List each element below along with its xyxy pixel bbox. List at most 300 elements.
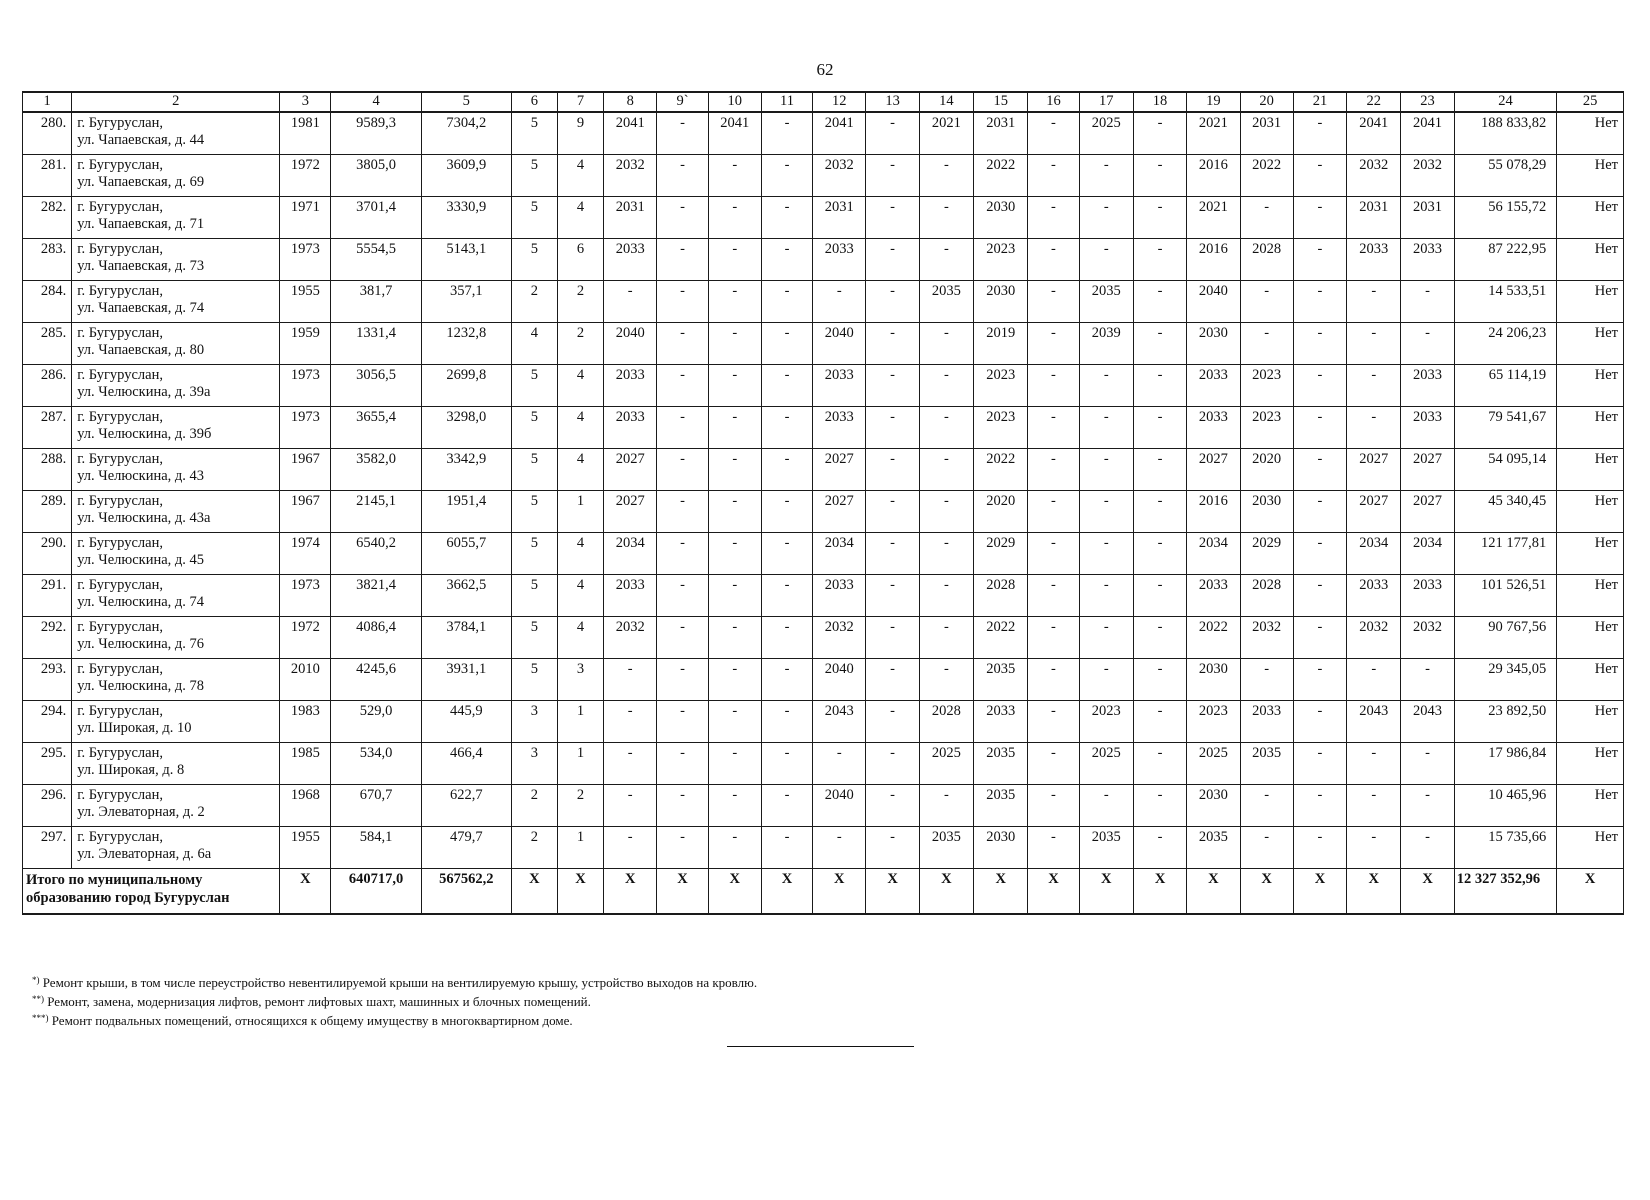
table-cell: - xyxy=(1079,238,1133,280)
address-cell xyxy=(72,196,280,238)
table-cell: - xyxy=(604,700,657,742)
table-cell: - xyxy=(657,154,708,196)
table-cell: 3662,5 xyxy=(421,574,511,616)
table-cell: 188 833,82 xyxy=(1454,112,1556,154)
footnote-mark: *) xyxy=(32,975,40,985)
address-city: г. Бугуруслан, xyxy=(77,282,163,299)
table-cell: 3582,0 xyxy=(331,448,421,490)
table-cell: 1972 xyxy=(280,616,331,658)
table-cell: 6055,7 xyxy=(421,532,511,574)
table-cell: 357,1 xyxy=(421,280,511,322)
table-cell: 2041 xyxy=(1347,112,1401,154)
address-cell xyxy=(72,112,280,154)
table-cell: - xyxy=(1133,322,1186,364)
table-cell: 2032 xyxy=(1347,616,1401,658)
table-cell: - xyxy=(657,616,708,658)
row-number: 292. xyxy=(23,616,72,658)
table-cell: - xyxy=(919,364,973,406)
row-number: 288. xyxy=(23,448,72,490)
column-header: 1 xyxy=(23,92,72,112)
table-cell: - xyxy=(1401,658,1454,700)
table-cell: - xyxy=(866,700,919,742)
table-cell: - xyxy=(919,196,973,238)
address-cell xyxy=(72,742,280,784)
table-cell: - xyxy=(761,238,812,280)
table-cell: 65 114,19 xyxy=(1454,364,1556,406)
table-cell: 381,7 xyxy=(331,280,421,322)
table-cell: - xyxy=(866,364,919,406)
table-cell: 14 533,51 xyxy=(1454,280,1556,322)
table-cell: - xyxy=(657,784,708,826)
table-cell: - xyxy=(708,196,761,238)
table-cell: - xyxy=(657,658,708,700)
table-cell: 2027 xyxy=(1347,448,1401,490)
table-cell: - xyxy=(1079,532,1133,574)
table-cell: 5 xyxy=(511,196,557,238)
table-cell: - xyxy=(1293,784,1346,826)
table-row xyxy=(23,112,1624,154)
table-cell: 56 155,72 xyxy=(1454,196,1556,238)
table-cell: 2040 xyxy=(604,322,657,364)
table-cell: - xyxy=(919,322,973,364)
table-cell: 5554,5 xyxy=(331,238,421,280)
table-cell: - xyxy=(657,364,708,406)
table-cell: 5 xyxy=(511,364,557,406)
total-cell: Х xyxy=(866,868,919,914)
table-cell: - xyxy=(866,742,919,784)
table-cell: 2030 xyxy=(974,196,1028,238)
total-cell: Х xyxy=(1133,868,1186,914)
table-cell: 479,7 xyxy=(421,826,511,868)
footnote xyxy=(32,991,757,1010)
table-cell: 5 xyxy=(511,448,557,490)
table-cell: - xyxy=(1079,154,1133,196)
table-cell: 2032 xyxy=(604,616,657,658)
table-cell: 2039 xyxy=(1079,322,1133,364)
table-cell: 466,4 xyxy=(421,742,511,784)
address-city: г. Бугуруслан, xyxy=(77,156,163,173)
table-row xyxy=(23,658,1624,700)
table-cell: - xyxy=(1240,784,1293,826)
table-cell: 2032 xyxy=(604,154,657,196)
table-cell: 2032 xyxy=(813,616,866,658)
table-cell: - xyxy=(1028,658,1079,700)
table-cell: - xyxy=(1293,742,1346,784)
address-city: г. Бугуруслан, xyxy=(77,450,163,467)
table-cell: 2025 xyxy=(919,742,973,784)
table-cell: 4 xyxy=(557,406,603,448)
table-cell: - xyxy=(708,154,761,196)
column-header: 13 xyxy=(866,92,919,112)
table-cell: 2027 xyxy=(813,448,866,490)
table-cell: 2022 xyxy=(974,448,1028,490)
table-cell: 10 465,96 xyxy=(1454,784,1556,826)
table-cell: 2035 xyxy=(974,784,1028,826)
total-cell: Х xyxy=(813,868,866,914)
table-cell: - xyxy=(919,574,973,616)
table-cell: - xyxy=(1028,112,1079,154)
table-cell: 1968 xyxy=(280,784,331,826)
address-cell xyxy=(72,826,280,868)
column-header: 14 xyxy=(919,92,973,112)
table-row xyxy=(23,280,1624,322)
column-header: 2 xyxy=(72,92,280,112)
address-city: г. Бугуруслан, xyxy=(77,198,163,215)
table-cell: - xyxy=(813,280,866,322)
table-cell: - xyxy=(1133,196,1186,238)
table-cell: - xyxy=(1293,700,1346,742)
address-cell xyxy=(72,322,280,364)
table-cell: 2033 xyxy=(813,574,866,616)
row-number: 290. xyxy=(23,532,72,574)
table-cell: 2022 xyxy=(974,616,1028,658)
table-cell: - xyxy=(708,784,761,826)
table-cell: - xyxy=(919,616,973,658)
table-cell: 2031 xyxy=(974,112,1028,154)
total-label-line: образованию город Бугуруслан xyxy=(26,889,230,906)
table-cell: - xyxy=(761,196,812,238)
table-cell: - xyxy=(1401,826,1454,868)
address-city: г. Бугуруслан, xyxy=(77,786,163,803)
table-cell: 1959 xyxy=(280,322,331,364)
table-cell: Нет xyxy=(1557,574,1624,616)
table-cell: - xyxy=(761,574,812,616)
column-header: 6 xyxy=(511,92,557,112)
table-cell: - xyxy=(708,238,761,280)
table-cell: - xyxy=(813,826,866,868)
table-cell: Нет xyxy=(1557,364,1624,406)
page-number: 62 xyxy=(816,60,834,79)
address-city: г. Бугуруслан, xyxy=(77,366,163,383)
table-cell: - xyxy=(1347,406,1401,448)
table-cell: - xyxy=(657,322,708,364)
table-cell: - xyxy=(761,280,812,322)
table-cell: 2035 xyxy=(1187,826,1240,868)
address-street: ул. Чапаевская, д. 44 xyxy=(77,132,205,148)
table-cell: 2032 xyxy=(1401,616,1454,658)
table-cell: 1985 xyxy=(280,742,331,784)
table-cell: 2033 xyxy=(604,406,657,448)
table-row xyxy=(23,196,1624,238)
table-cell: 2031 xyxy=(1401,196,1454,238)
table-cell: 2022 xyxy=(1187,616,1240,658)
table-cell: 23 892,50 xyxy=(1454,700,1556,742)
table-cell: 3609,9 xyxy=(421,154,511,196)
address-street: ул. Челюскина, д. 45 xyxy=(77,551,205,568)
table-cell: 2023 xyxy=(1079,700,1133,742)
table-cell: 2 xyxy=(511,826,557,868)
table-cell: - xyxy=(1028,700,1079,742)
row-number: 280. xyxy=(23,112,72,154)
total-cell: Х xyxy=(511,868,557,914)
table-cell: 2035 xyxy=(974,742,1028,784)
table-cell: 2027 xyxy=(1401,490,1454,532)
table-cell: - xyxy=(1133,742,1186,784)
table-cell: Нет xyxy=(1557,280,1624,322)
table-row xyxy=(23,616,1624,658)
table-cell: 4 xyxy=(557,574,603,616)
table-cell: 5 xyxy=(511,238,557,280)
table-cell: 5 xyxy=(511,154,557,196)
table-cell: - xyxy=(866,112,919,154)
address-cell xyxy=(72,658,280,700)
table-cell: 2034 xyxy=(1187,532,1240,574)
table-cell: 1 xyxy=(557,700,603,742)
table-cell: 2019 xyxy=(974,322,1028,364)
table-cell: 2032 xyxy=(1240,616,1293,658)
table-cell: 3655,4 xyxy=(331,406,421,448)
table-cell: 2030 xyxy=(1187,322,1240,364)
table-cell: - xyxy=(919,448,973,490)
table-cell: - xyxy=(1293,826,1346,868)
table-cell: - xyxy=(657,196,708,238)
total-cell: Х xyxy=(604,868,657,914)
table-cell: - xyxy=(708,406,761,448)
table-cell: - xyxy=(708,742,761,784)
table-cell: 2033 xyxy=(1347,574,1401,616)
table-cell: - xyxy=(1133,238,1186,280)
table-cell: 2030 xyxy=(974,280,1028,322)
column-header: 11 xyxy=(761,92,812,112)
table-cell: - xyxy=(1133,490,1186,532)
table-cell: 2033 xyxy=(1401,406,1454,448)
table-cell: 6540,2 xyxy=(331,532,421,574)
address-street: ул. Широкая, д. 8 xyxy=(77,761,185,778)
table-cell: - xyxy=(866,826,919,868)
table-cell: 1973 xyxy=(280,574,331,616)
table-cell: - xyxy=(1293,574,1346,616)
table-cell: 121 177,81 xyxy=(1454,532,1556,574)
table-cell: Нет xyxy=(1557,616,1624,658)
table-row xyxy=(23,826,1624,868)
table-cell: 2040 xyxy=(1187,280,1240,322)
table-cell: - xyxy=(708,826,761,868)
table-cell: - xyxy=(1028,490,1079,532)
table-cell: 1 xyxy=(557,742,603,784)
footnote xyxy=(32,972,757,991)
table-cell: - xyxy=(866,448,919,490)
column-number-row xyxy=(23,92,1624,112)
table-cell: 2016 xyxy=(1187,154,1240,196)
table-cell: 54 095,14 xyxy=(1454,448,1556,490)
table-cell: - xyxy=(1079,784,1133,826)
table-cell: 2041 xyxy=(708,112,761,154)
column-header: 16 xyxy=(1028,92,1079,112)
table-cell: 3330,9 xyxy=(421,196,511,238)
table-cell: 2032 xyxy=(813,154,866,196)
total-row xyxy=(23,868,1624,914)
table-cell: 1973 xyxy=(280,364,331,406)
table-cell: - xyxy=(1028,448,1079,490)
table-cell: - xyxy=(1293,364,1346,406)
table-cell: - xyxy=(1240,322,1293,364)
table-cell: 4 xyxy=(557,154,603,196)
table-cell: - xyxy=(1293,238,1346,280)
table-cell: - xyxy=(1347,322,1401,364)
table-cell: 2029 xyxy=(1240,532,1293,574)
table-row xyxy=(23,742,1624,784)
total-cell: Х xyxy=(1293,868,1346,914)
column-header: 20 xyxy=(1240,92,1293,112)
row-number: 296. xyxy=(23,784,72,826)
address-cell xyxy=(72,784,280,826)
table-cell: - xyxy=(866,280,919,322)
table-cell: 79 541,67 xyxy=(1454,406,1556,448)
table-cell: - xyxy=(866,616,919,658)
table-cell: - xyxy=(1133,700,1186,742)
address-street: ул. Челюскина, д. 76 xyxy=(77,635,205,652)
table-cell: 2027 xyxy=(1187,448,1240,490)
row-number: 294. xyxy=(23,700,72,742)
table-cell: - xyxy=(1133,784,1186,826)
table-cell: 3 xyxy=(557,658,603,700)
column-header: 4 xyxy=(331,92,421,112)
table-cell: - xyxy=(708,280,761,322)
table-cell: 2027 xyxy=(1347,490,1401,532)
table-cell: 4 xyxy=(557,196,603,238)
total-cell: Х xyxy=(919,868,973,914)
table-cell: - xyxy=(1293,280,1346,322)
table-cell: - xyxy=(866,574,919,616)
column-header: 22 xyxy=(1347,92,1401,112)
table-cell: - xyxy=(1028,742,1079,784)
table-cell: 2033 xyxy=(1187,406,1240,448)
table-cell: 2025 xyxy=(1079,742,1133,784)
table-cell: - xyxy=(604,280,657,322)
table-cell: 2023 xyxy=(1240,364,1293,406)
table-cell: 1967 xyxy=(280,490,331,532)
table-cell: - xyxy=(761,364,812,406)
footnote-text: Ремонт, замена, модернизация лифтов, ремонт лифтовых шахт, машинных и блочных помещений. xyxy=(47,994,591,1009)
table-cell: 2031 xyxy=(813,196,866,238)
table-cell: - xyxy=(813,742,866,784)
address-city: г. Бугуруслан, xyxy=(77,702,163,719)
table-cell: - xyxy=(1133,112,1186,154)
table-cell: 2145,1 xyxy=(331,490,421,532)
table-cell: - xyxy=(657,490,708,532)
table-cell: 2010 xyxy=(280,658,331,700)
table-cell: 2033 xyxy=(604,364,657,406)
table-cell: 2032 xyxy=(1347,154,1401,196)
table-cell: 2 xyxy=(557,322,603,364)
address-cell xyxy=(72,700,280,742)
row-number: 297. xyxy=(23,826,72,868)
table-cell: - xyxy=(657,280,708,322)
table-cell: 2033 xyxy=(974,700,1028,742)
total-label-line: Итого по муниципальному xyxy=(26,871,203,888)
table-cell: - xyxy=(761,406,812,448)
table-cell: 2040 xyxy=(813,784,866,826)
table-cell: 2023 xyxy=(974,364,1028,406)
table-cell: 5 xyxy=(511,616,557,658)
row-number: 286. xyxy=(23,364,72,406)
table-cell: 3 xyxy=(511,742,557,784)
table-cell: Нет xyxy=(1557,532,1624,574)
table-cell: Нет xyxy=(1557,448,1624,490)
table-cell: 6 xyxy=(557,238,603,280)
table-row xyxy=(23,490,1624,532)
table-cell: Нет xyxy=(1557,700,1624,742)
table-cell: 2021 xyxy=(919,112,973,154)
table-cell: 534,0 xyxy=(331,742,421,784)
table-cell: - xyxy=(604,742,657,784)
table-cell: 4 xyxy=(557,364,603,406)
column-header: 3 xyxy=(280,92,331,112)
table-cell: 3056,5 xyxy=(331,364,421,406)
table-cell: - xyxy=(1079,574,1133,616)
table-cell: - xyxy=(1293,322,1346,364)
total-living-area: 567562,2 xyxy=(421,868,511,914)
table-cell: Нет xyxy=(1557,406,1624,448)
table-cell: 4245,6 xyxy=(331,658,421,700)
total-cell: Х xyxy=(1557,868,1624,914)
table-cell: - xyxy=(1347,280,1401,322)
table-cell: 101 526,51 xyxy=(1454,574,1556,616)
capital-repair-table xyxy=(22,91,1624,915)
table-cell: - xyxy=(1293,154,1346,196)
table-cell: - xyxy=(1028,280,1079,322)
total-cell: Х xyxy=(1240,868,1293,914)
address-city: г. Бугуруслан, xyxy=(77,324,163,341)
table-row xyxy=(23,364,1624,406)
column-header: 23 xyxy=(1401,92,1454,112)
table-cell: - xyxy=(1293,406,1346,448)
address-street: ул. Челюскина, д. 39б xyxy=(77,425,212,442)
address-street: ул. Чапаевская, д. 71 xyxy=(77,215,205,232)
column-header: 15 xyxy=(974,92,1028,112)
table-cell: - xyxy=(919,532,973,574)
table-cell: 2020 xyxy=(1240,448,1293,490)
table-cell: - xyxy=(708,532,761,574)
table-cell: - xyxy=(1401,280,1454,322)
table-cell: - xyxy=(657,532,708,574)
address-street: ул. Чапаевская, д. 69 xyxy=(77,173,205,190)
table-cell: 2034 xyxy=(813,532,866,574)
table-row xyxy=(23,322,1624,364)
table-cell: 2033 xyxy=(1347,238,1401,280)
table-cell: 5 xyxy=(511,574,557,616)
address-city: г. Бугуруслан, xyxy=(77,660,163,677)
address-street: ул. Элеваторная, д. 2 xyxy=(77,803,205,820)
row-number: 281. xyxy=(23,154,72,196)
table-cell: 2035 xyxy=(974,658,1028,700)
table-cell: - xyxy=(1293,490,1346,532)
table-cell: Нет xyxy=(1557,742,1624,784)
table-cell: - xyxy=(1293,196,1346,238)
table-cell: 2035 xyxy=(1240,742,1293,784)
table-cell: - xyxy=(761,490,812,532)
table-cell: 1 xyxy=(557,826,603,868)
table-cell: - xyxy=(1293,532,1346,574)
table-cell: - xyxy=(708,616,761,658)
table-cell: 3298,0 xyxy=(421,406,511,448)
table-cell: - xyxy=(657,406,708,448)
table-cell: 2033 xyxy=(813,238,866,280)
table-cell: - xyxy=(1240,196,1293,238)
table-cell: 2030 xyxy=(1187,784,1240,826)
total-cell: Х xyxy=(1187,868,1240,914)
table-cell: - xyxy=(657,238,708,280)
address-street: ул. Чапаевская, д. 74 xyxy=(77,299,205,316)
row-number: 295. xyxy=(23,742,72,784)
table-cell: 2021 xyxy=(1187,112,1240,154)
table-cell: - xyxy=(1133,532,1186,574)
table-cell: 2033 xyxy=(1187,364,1240,406)
total-cell: Х xyxy=(974,868,1028,914)
table-cell: 3342,9 xyxy=(421,448,511,490)
table-cell: - xyxy=(866,490,919,532)
address-cell xyxy=(72,406,280,448)
